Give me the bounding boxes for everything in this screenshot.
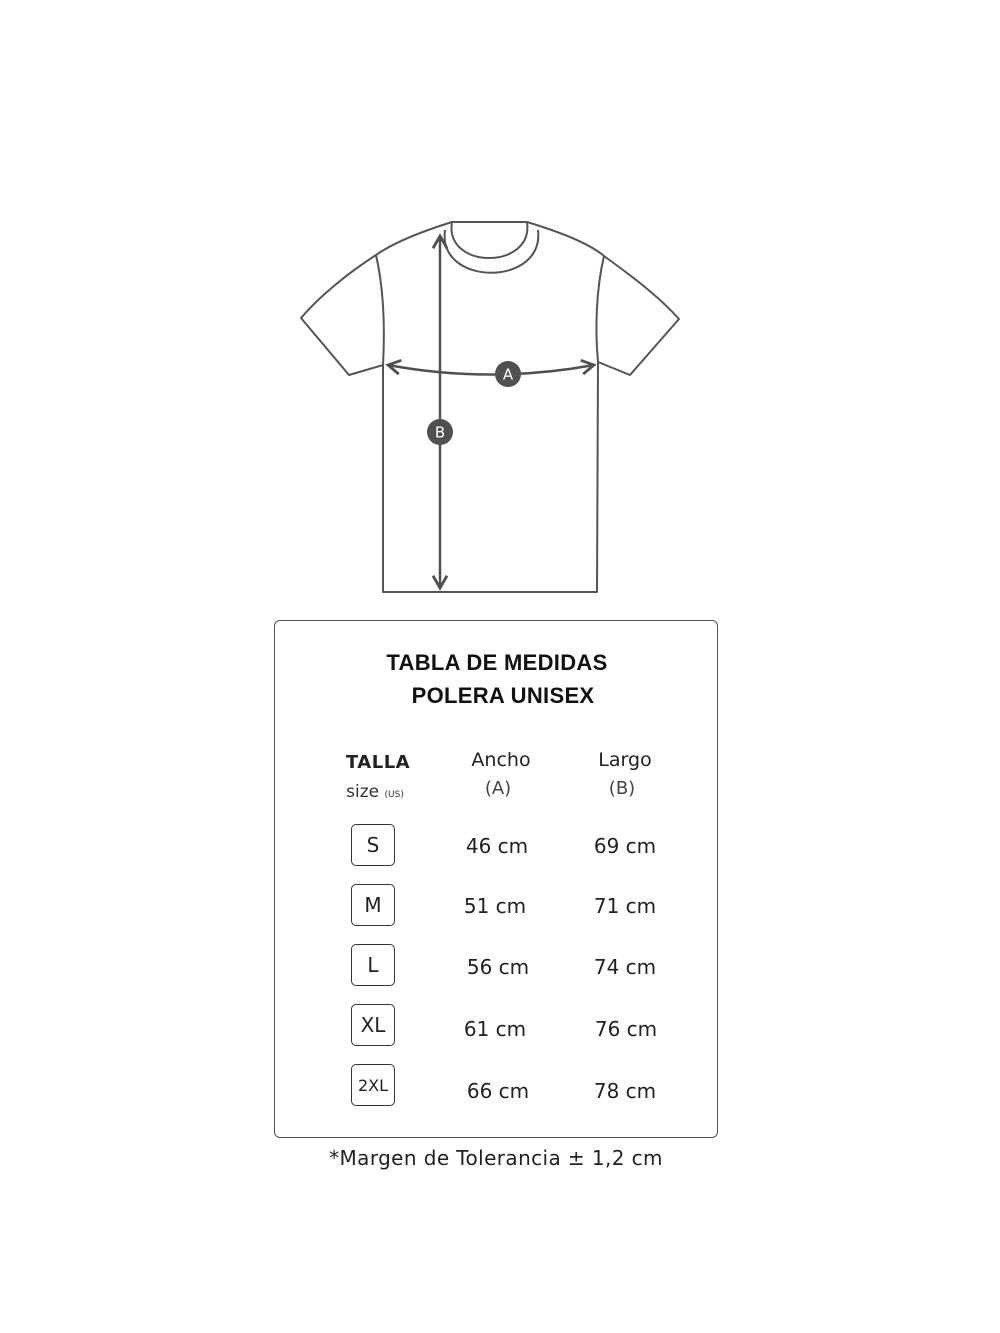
width-value: 51 cm — [463, 894, 527, 918]
length-value: 76 cm — [594, 1017, 658, 1041]
tshirt-diagram — [0, 0, 1000, 610]
table-title-line2: POLERA UNISEX — [411, 683, 595, 708]
width-value: 46 cm — [465, 834, 529, 858]
header-size-sub-text: size — [346, 782, 380, 802]
header-width-main: Ancho — [471, 749, 531, 771]
length-value: 69 cm — [593, 834, 657, 858]
table-title-line1: TABLA DE MEDIDAS — [386, 650, 608, 675]
header-length — [575, 746, 675, 804]
length-value: 78 cm — [593, 1079, 657, 1103]
header-width — [451, 746, 551, 804]
width-value: 61 cm — [463, 1017, 527, 1041]
length-value: 71 cm — [593, 894, 657, 918]
header-size — [333, 749, 423, 810]
width-arrow — [388, 365, 594, 375]
tshirt-outline — [301, 222, 679, 592]
size-badge: XL — [351, 1004, 395, 1046]
header-size-sub — [327, 777, 423, 810]
svg-text:B: B — [434, 423, 446, 442]
marker-b — [427, 419, 453, 445]
header-width-sub: (A) — [484, 778, 512, 799]
header-size-us: (US) — [384, 790, 404, 800]
size-badge: M — [351, 884, 395, 926]
marker-a — [495, 361, 521, 387]
width-value: 66 cm — [466, 1079, 530, 1103]
header-length-main: Largo — [598, 749, 652, 771]
size-badge: L — [351, 944, 395, 986]
size-badge: 2XL — [351, 1064, 395, 1106]
header-length-sub: (B) — [608, 778, 636, 799]
size-badge: S — [351, 824, 395, 866]
length-value: 74 cm — [593, 955, 657, 979]
width-value: 56 cm — [466, 955, 530, 979]
table-title — [275, 646, 719, 712]
size-table-card — [274, 620, 718, 1138]
header-size-main: TALLA — [345, 752, 411, 773]
svg-text:A: A — [502, 365, 514, 384]
tolerance-note: *Margen de Tolerancia ± 1,2 cm — [329, 1146, 663, 1170]
